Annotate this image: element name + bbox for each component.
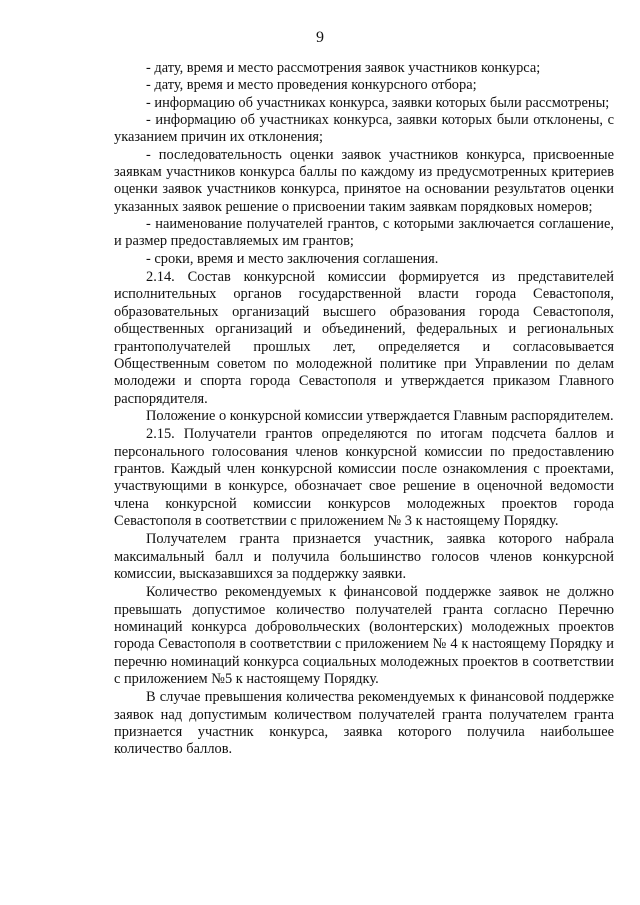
list-item-selection-date: - дату, время и место проведения конкурсного отбора;	[146, 77, 477, 94]
excess-applications-paragraph: В случае превышения количества рекомендуемых к финансовой поддержке заявок над допустимым количеством получателей гранта получателем гранта признается участник конкурса, заявка которого получила наибольшее количество баллов.	[114, 689, 614, 758]
recommended-applications-paragraph: Количество рекомендуемых к финансовой поддержке заявок не должно превышать допустимое количество получателей гранта согласно Перечню номинаций конкурса добровольческих (волонтерских) молодежных проектов города Севастополя в соответствии с приложением № 4 к настоящему Порядку и перечню номинаций конкурса социальных молодежных проектов в соответствии с приложением №5 к настоящему Порядку.	[114, 584, 614, 688]
list-item-evaluation-sequence: - последовательность оценки заявок участников конкурса, присвоенные заявкам участников конкурса баллы по каждому из предусмотренных критериев оценки заявок участников конкурса, принятое на основании результатов оценки указанных заявок решение о присвоении таким заявкам порядковых номеров;	[114, 146, 614, 215]
document-body	[114, 60, 614, 759]
section-2-14: 2.14. Состав конкурсной комиссии формируется из представителей исполнительных органов государственной власти города Севастополя, образовательных организаций высшего образования города Севастополя, общественных организаций и объединений, федеральных и региональных грантополучателей прошлых лет, определяется и согласовывается Общественным советом по молодежной политике при Управлении по делам молодежи и спорта города Севастополя и утверждается приказом Главного распорядителя.	[114, 269, 614, 407]
list-item-grant-recipients: - наименование получателей грантов, с которыми заключается соглашение, и размер предоставляемых им грантов;	[114, 216, 614, 250]
list-item-agreement-terms: - сроки, время и место заключения соглашения.	[146, 250, 439, 267]
grant-recipient-paragraph: Получателем гранта признается участник, заявка которого набрала максимальный балл и получила большинство голосов членов конкурсной комиссии, высказавшихся за поддержку заявки.	[114, 531, 614, 582]
page-number: 9	[316, 29, 324, 46]
list-item-reviewed-participants: - информацию об участниках конкурса, заявки которых были рассмотрены;	[146, 94, 610, 111]
section-2-15: 2.15. Получатели грантов определяются по итогам подсчета баллов и персонального голосования членов конкурсной комиссии по предоставлению грантов. Каждый член конкурсной комиссии после ознакомления с проектами, участвующими в конкурсе, обозначает свое решение в оценочной ведомости члена конкурсной комиссии конкурсов молодежных проектов города Севастополя в соответствии с приложением № 3 к настоящему Порядку.	[114, 426, 614, 529]
list-item-rejected-participants: - информацию об участниках конкурса, заявки которых были отклонены, с указанием причин их отклонения;	[114, 112, 614, 146]
list-item-review-date: - дату, время и место рассмотрения заявок участников конкурса;	[146, 60, 541, 76]
commission-regulation-paragraph: Положение о конкурсной комиссии утверждается Главным распорядителем.	[146, 407, 614, 424]
